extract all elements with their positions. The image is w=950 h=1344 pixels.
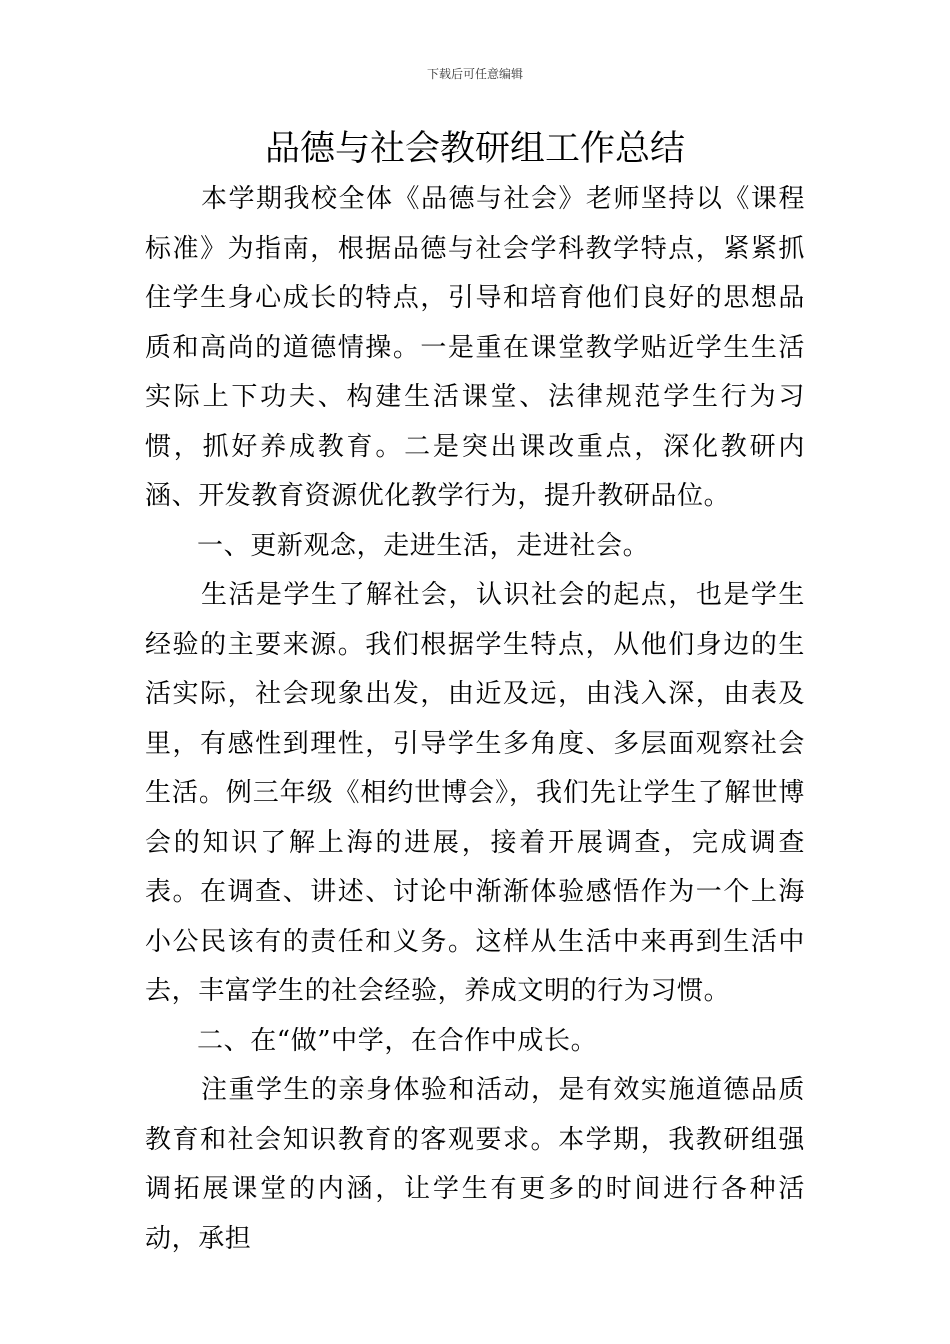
section-heading-2: 二、在“做”中学，在合作中成长。 (197, 1025, 598, 1056)
paragraph-section-2: 注重学生的亲身体验和活动，是有效实施道德品质教育和社会知识教育的客观要求。本学期，我教研组强调拓展课堂的内涵，让学生有更多的时间进行各种活动，承担 (145, 1075, 805, 1254)
document-title: 品德与社会教研组工作总结 (264, 129, 685, 169)
paragraph-section-1: 生活是学生了解社会，认识社会的起点，也是学生经验的主要来源。我们根据学生特点，从他们身边的生活实际，社会现象出发，由近及远，由浅入深，由表及里，有感性到理性，引导学生多角度、多层面观察社会生活。例三年级《相约世博会》，我们先让学生了解世博会的知识了解上海的进展，接着开展调查，完成调查表。在调查、讲述、讨论中渐渐体验感悟作为一个上海小公民该有的责任和义务。这样从生活中来再到生活中去，丰富学生的社会经验，养成文明的行为习惯。 (145, 580, 805, 1006)
section-heading-1: 一、更新观念，走进生活，走进社会。 (197, 530, 650, 561)
paragraph-intro: 本学期我校全体《品德与社会》老师坚持以《课程标准》为指南，根据品德与社会学科教学特点，紧紧抓住学生身心成长的特点，引导和培育他们良好的思想品质和高尚的道德情操。一是重在课堂教学贴近学生生活实际上下功夫、构建生活课堂、法律规范学生行为习惯，抓好养成教育。二是突出课改重点，深化教研内涵、开发教育资源优化教学行为，提升教研品位。 (145, 184, 805, 511)
document-body (145, 175, 805, 1264)
page-header-note: 下载后可任意编辑 (426, 67, 523, 81)
